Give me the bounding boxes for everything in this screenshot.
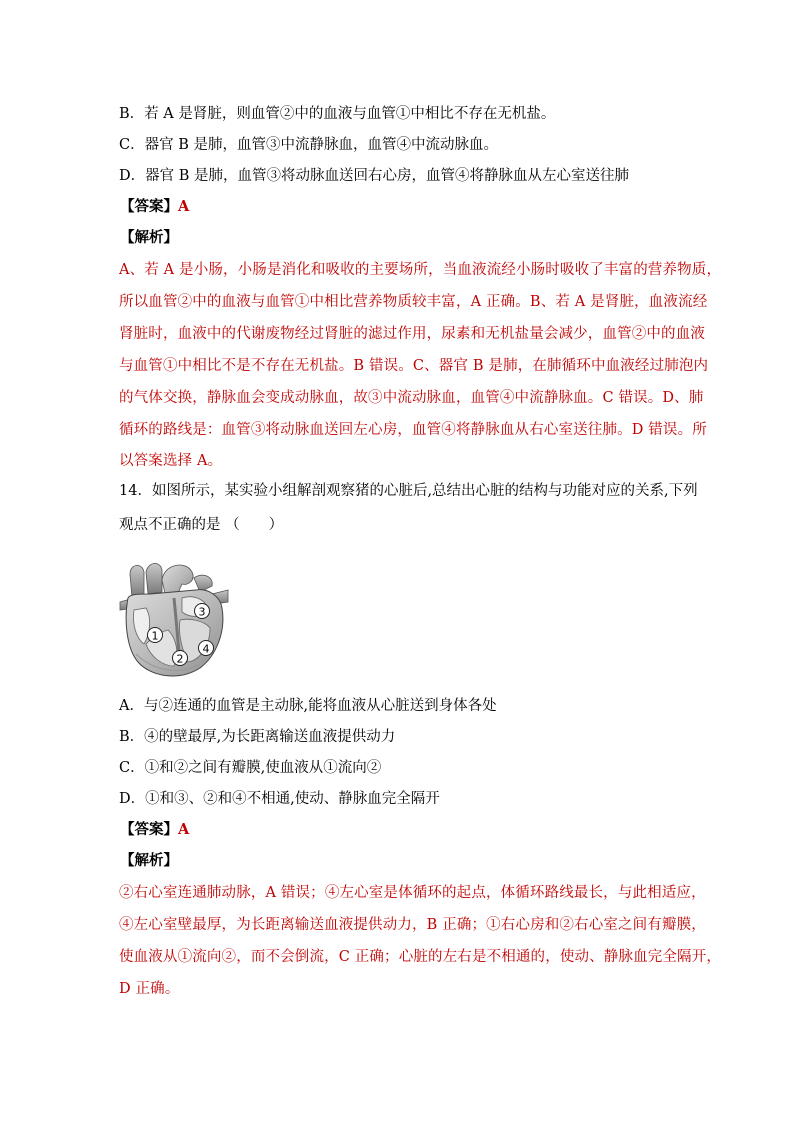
q13-analysis-line: 的气体交换，静脉血会变成动脉血，故③中流动脉血，血管④中流静脉血。C 错误。D、肺 — [119, 390, 704, 406]
svg-text:4: 4 — [202, 642, 210, 656]
q13-analysis-line: 肾脏时，血液中的代谢废物经过肾脏的滤过作用，尿素和无机盐量会减少，血管②中的血液 — [119, 326, 705, 342]
heart-illustration — [116, 558, 232, 684]
q14-answer — [120, 820, 189, 840]
q13-analysis-line: 所以血管②中的血液与血管①中相比营养物质较丰富，A 正确。B、若 A 是肾脏，血液流经 — [119, 294, 708, 310]
q13-answer — [120, 197, 189, 217]
q13-option-d: D．器官 B 是肺，血管③将动脉血送回右心房，血管④将静脉血从左心室送往肺 — [119, 168, 629, 184]
q14-option-a: A．与②连通的血管是主动脉,能将血液从心脏送到身体各处 — [119, 698, 497, 714]
label-4-marker — [199, 641, 214, 656]
q13-analysis-line: 与血管①中相比不是不存在无机盐。B 错误。C、器官 B 是肺，在肺循环中血液经过肺泡内 — [119, 358, 709, 374]
q14-stem-line-1: 14．如图所示，某实验小组解剖观察猪的心脏后,总结出心脏的结构与功能对应的关系,下列 — [119, 483, 698, 499]
q14-analysis-line: 使血液从①流向②，而不会倒流，C 正确；心脏的左右是不相通的，使动、静脉血完全隔开， — [119, 949, 721, 965]
label-1-marker — [148, 628, 163, 643]
label-2-marker — [173, 651, 188, 666]
q13-option-b: B．若 A 是肾脏，则血管②中的血液与血管①中相比不存在无机盐。 — [119, 106, 556, 122]
q13-option-c: C．器官 B 是肺，血管③中流静脉血，血管④中流动脉血。 — [119, 137, 498, 153]
q14-analysis-line: ②右心室连通肺动脉，A 错误；④左心室是体循环的起点，体循环路线最长，与此相适应， — [119, 885, 706, 901]
svg-text:1: 1 — [151, 629, 159, 643]
q13-analysis-tag: 【解析】 — [120, 229, 178, 246]
q14-option-c: C．①和②之间有瓣膜,使血液从①流向② — [119, 760, 382, 776]
q13-analysis-line: 循环的路线是：血管③将动脉血送回左心房，血管④将静脉血从右心室送往肺。D 错误。所 — [119, 422, 707, 438]
q13-answer-value: A — [178, 198, 190, 215]
q14-option-d: D．①和③、②和④不相通,使动、静脉血完全隔开 — [119, 791, 440, 807]
q14-analysis-tag: 【解析】 — [120, 852, 178, 869]
label-3-marker — [195, 604, 210, 619]
svg-text:2: 2 — [176, 652, 184, 666]
q13-analysis-line: A、若 A 是小肠，小肠是消化和吸收的主要场所，当血液流经小肠时吸收了丰富的营养物质， — [119, 262, 722, 278]
svg-text:3: 3 — [198, 605, 206, 619]
q13-answer-tag: 【答案】 — [120, 198, 178, 215]
q14-answer-value: A — [178, 821, 190, 838]
q14-option-b: B．④的壁最厚,为长距离输送血液提供动力 — [119, 729, 396, 745]
q14-analysis-line: ④左心室壁最厚，为长距离输送血液提供动力，B 正确；①右心房和②右心室之间有瓣膜， — [119, 917, 706, 933]
q13-analysis-line: 以答案选择 A。 — [119, 453, 223, 469]
q14-answer-tag: 【答案】 — [120, 821, 178, 838]
q14-analysis-line: D 正确。 — [119, 981, 180, 997]
heart-diagram — [116, 558, 232, 684]
q14-stem-line-2: 观点不正确的是 （ ） — [119, 517, 284, 533]
